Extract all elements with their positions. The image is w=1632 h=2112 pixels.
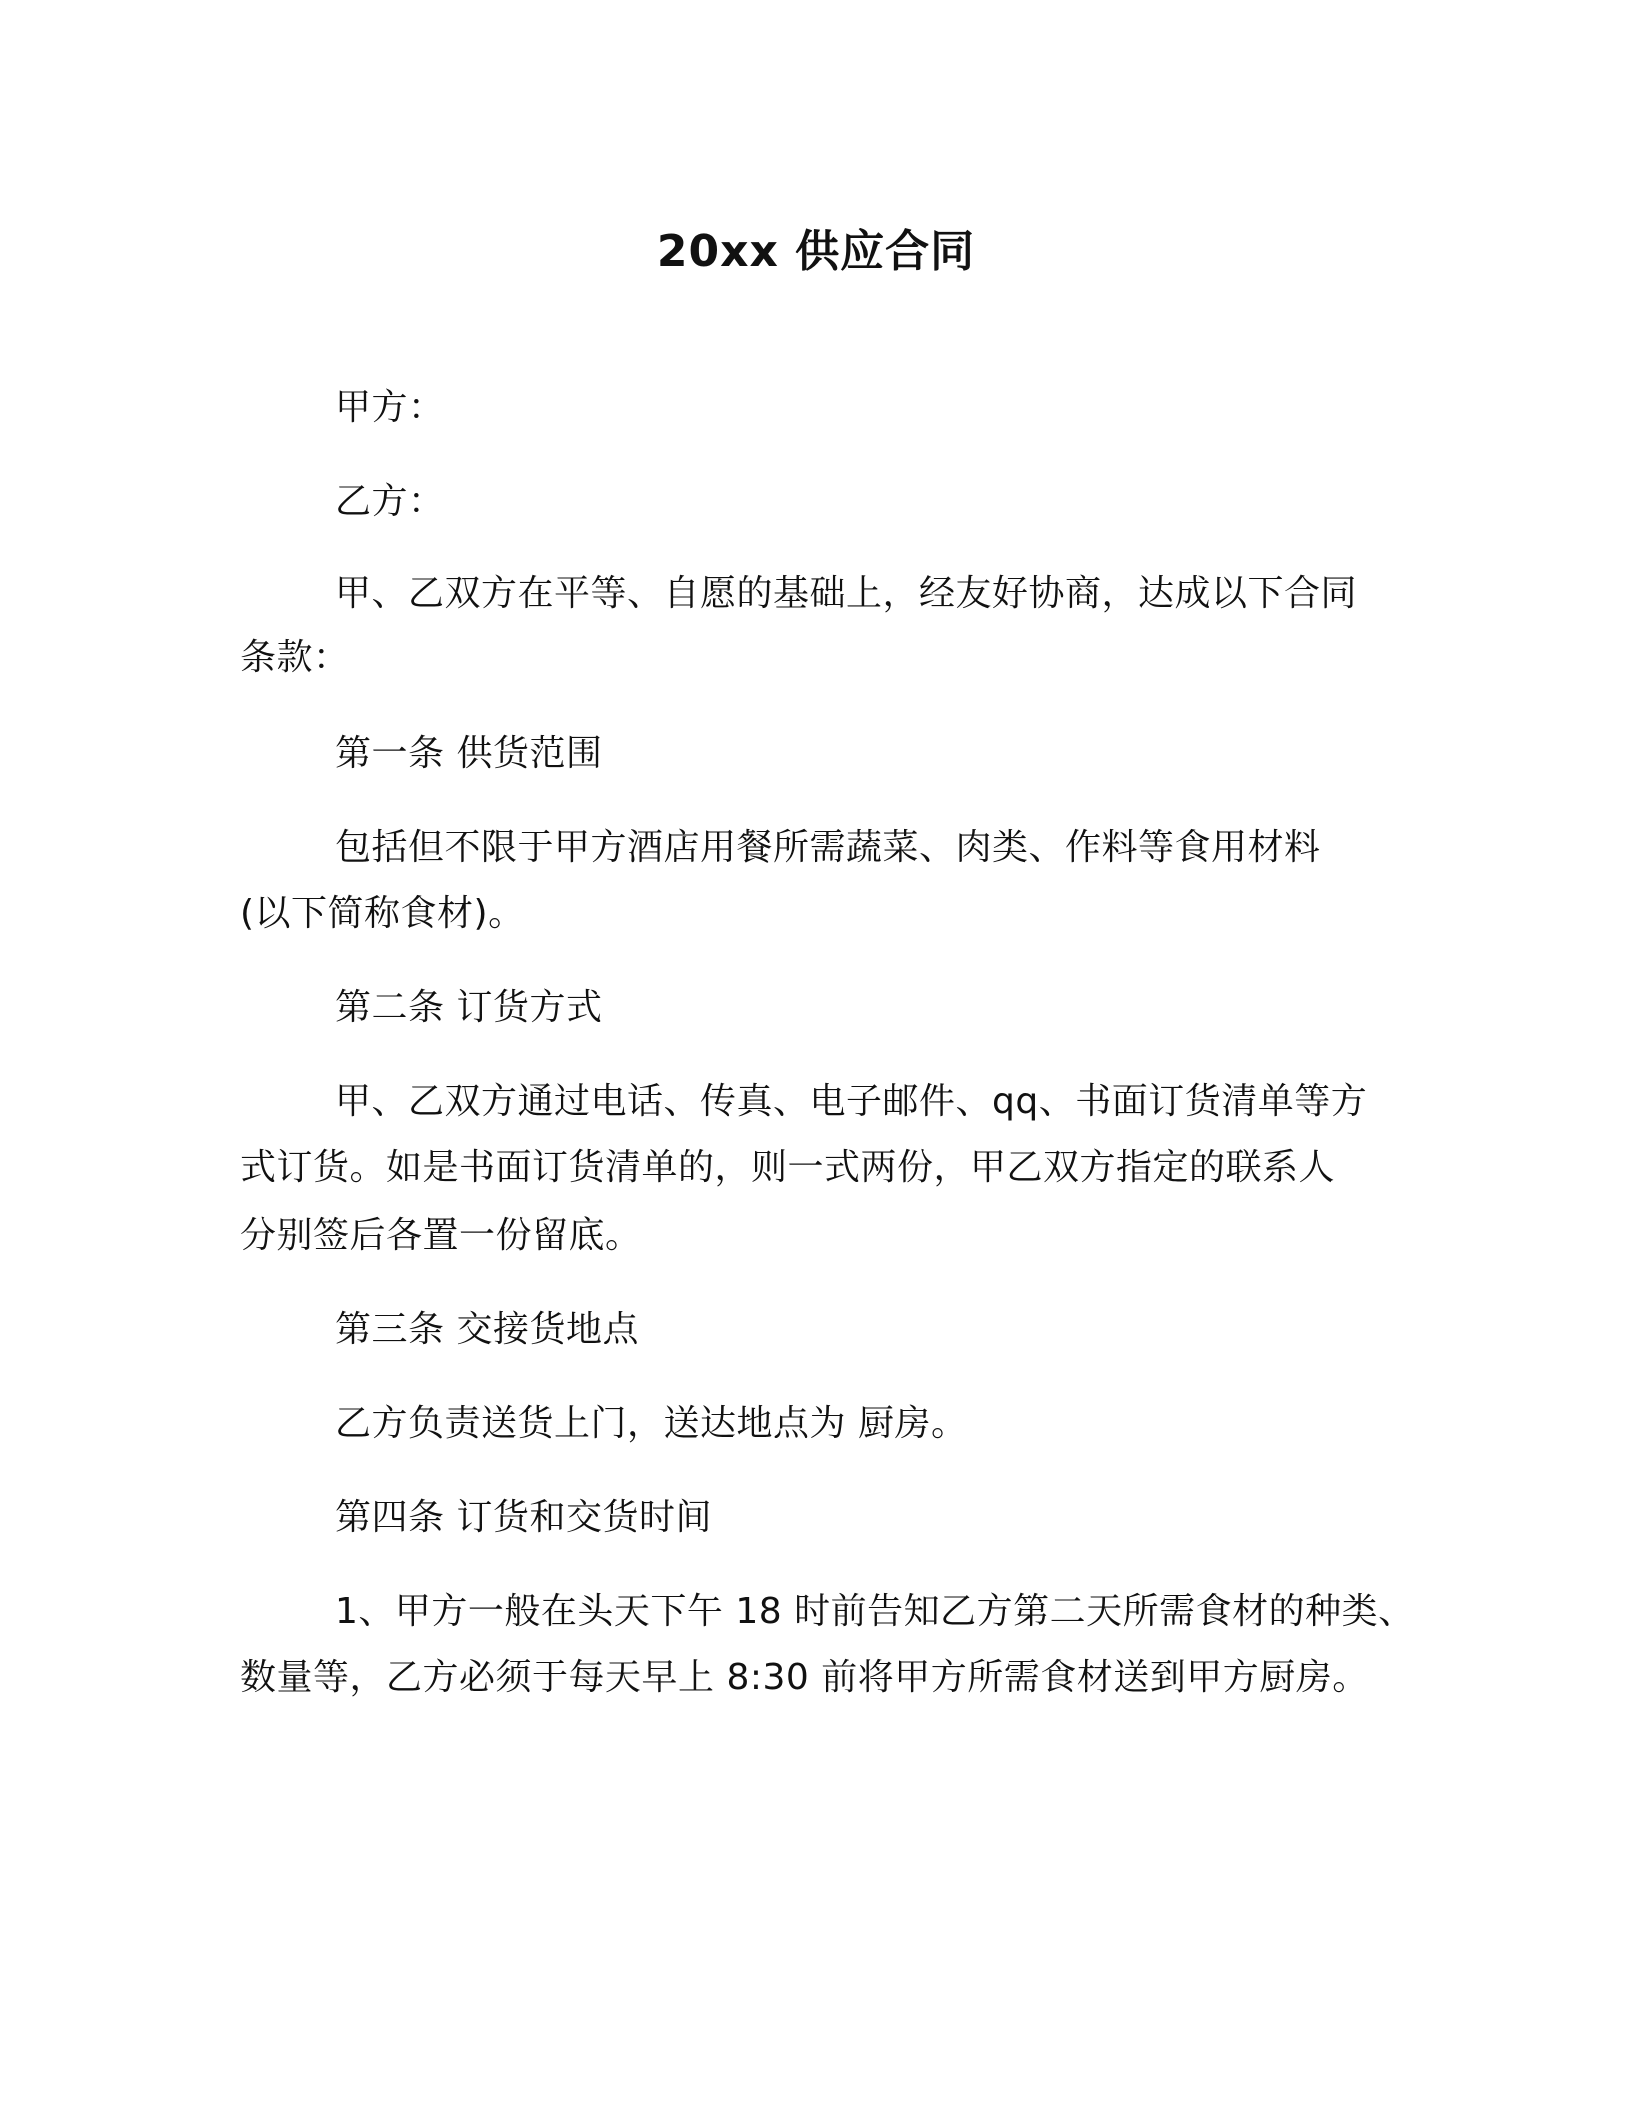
article-4-paragraph-line-2: 数量等，乙方必须于每天早上 8:30 前将甲方所需食材送到甲方厨房。 xyxy=(240,1657,1369,1698)
article-1-paragraph-line-1: 包括但不限于甲方酒店用餐所需蔬菜、肉类、作料等食用材料 xyxy=(335,827,1321,868)
intro-paragraph-line-1: 甲、乙双方在平等、自愿的基础上，经友好协商，达成以下合同 xyxy=(335,573,1358,614)
article-3-heading: 第三条 交接货地点 xyxy=(335,1309,639,1350)
article-3-paragraph-line-1: 乙方负责送货上门，送达地点为 厨房。 xyxy=(335,1403,968,1444)
article-1-heading: 第一条 供货范围 xyxy=(335,733,603,774)
party-b-line: 乙方： xyxy=(335,481,445,522)
article-2-heading: 第二条 订货方式 xyxy=(335,987,603,1028)
intro-paragraph-line-2: 条款： xyxy=(240,637,350,678)
article-2-paragraph-line-3: 分别签后各置一份留底。 xyxy=(240,1215,642,1256)
document-title: 20xx 供应合同 xyxy=(656,226,976,277)
article-1-paragraph-line-2: (以下简称食材)。 xyxy=(240,893,525,934)
article-4-heading: 第四条 订货和交货时间 xyxy=(335,1497,712,1538)
article-4-paragraph-line-1: 1、甲方一般在头天下午 18 时前告知乙方第二天所需食材的种类、 xyxy=(335,1591,1415,1632)
article-2-paragraph-line-1: 甲、乙双方通过电话、传真、电子邮件、qq、书面订货清单等方 xyxy=(335,1081,1368,1122)
party-a-line: 甲方： xyxy=(335,387,445,428)
article-2-paragraph-line-2: 式订货。如是书面订货清单的，则一式两份，甲乙双方指定的联系人 xyxy=(240,1147,1336,1188)
